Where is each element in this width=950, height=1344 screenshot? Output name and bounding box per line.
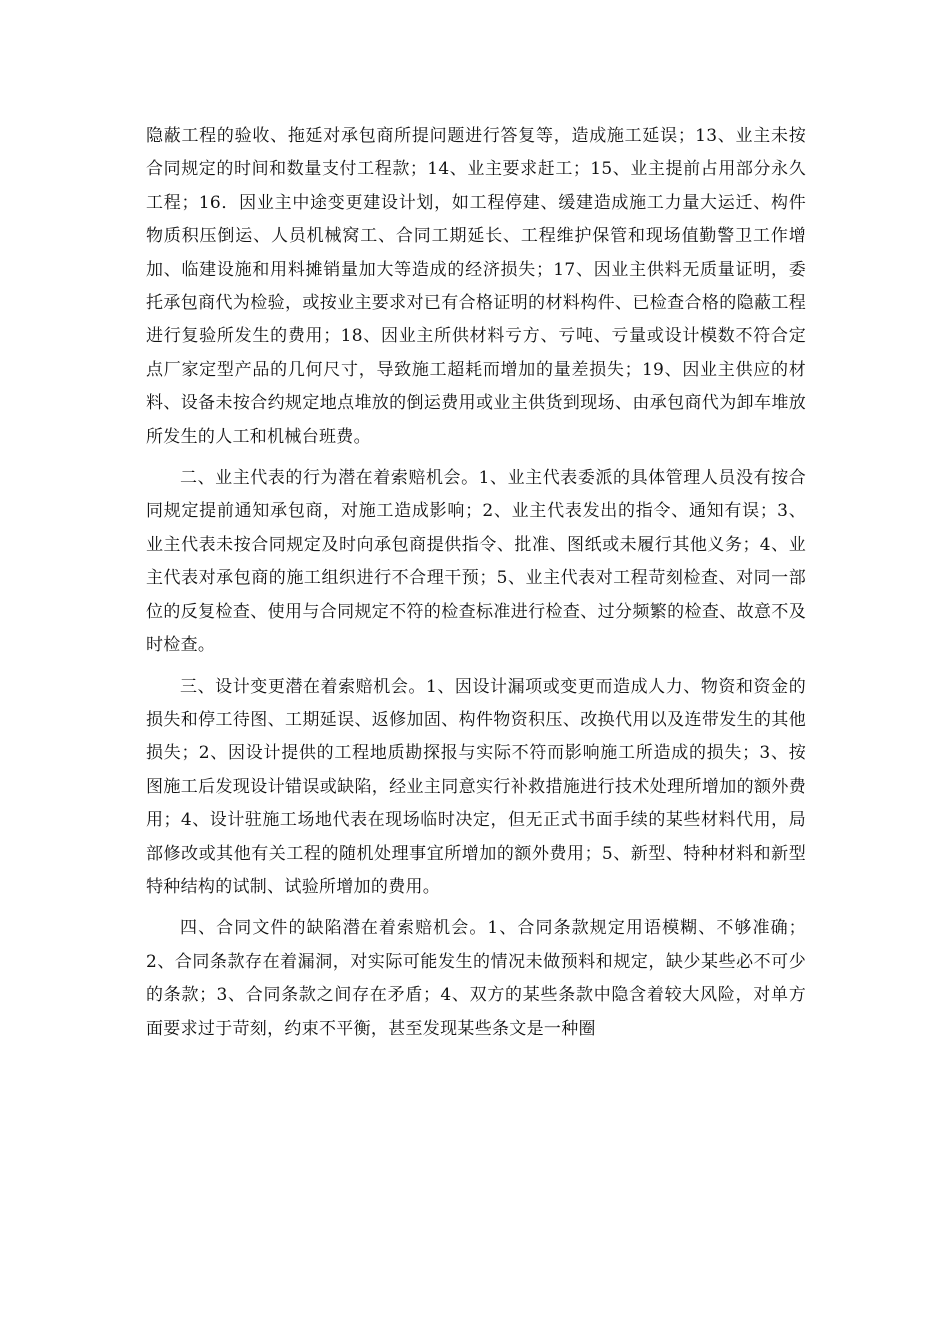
document-body (146, 120, 806, 1054)
paragraph-contract-defects: 四、合同文件的缺陷潜在着索赔机会。1、合同条款规定用语模糊、不够准确；2、合同条款存在着漏洞，对实际可能发生的情况未做预料和规定，缺少某些必不可少的条款；3、合同条款之间存在矛盾；4、双方的某些条款中隐含着较大风险，对单方面要求过于苛刻，约束不平衡，甚至发现某些条文是一种圈 (146, 918, 806, 1039)
paragraph-owner-representative: 二、业主代表的行为潜在着索赔机会。1、业主代表委派的具体管理人员没有按合同规定提前通知承包商，对施工造成影响；2、业主代表发出的指令、通知有误；3、业主代表未按合同规定及时向承包商提供指令、批准、图纸或未履行其他义务；4、业主代表对承包商的施工组织进行不合理干预；5、业主代表对工程苛刻检查、对同一部位的反复检查、使用与合同规定不符的检查标准进行检查、过分频繁的检查、故意不及时检查。 (146, 468, 806, 656)
paragraph-continued-owner-claims: 隐蔽工程的验收、拖延对承包商所提问题进行答复等，造成施工延误；13、业主未按合同规定的时间和数量支付工程款；14、业主要求赶工；15、业主提前占用部分永久工程；16．因业主中途变更建设计划，如工程停建、缓建造成施工力量大运迁、构件物质积压倒运、人员机械窝工、合同工期延长、工程维护保管和现场值勤警卫工作增加、临建设施和用料摊销量加大等造成的经济损失；17、因业主供料无质量证明，委托承包商代为检验，或按业主要求对已有合格证明的材料构件、已检查合格的隐蔽工程进行复验所发生的费用；18、因业主所供材料亏方、亏吨、亏量或设计模数不符合定点厂家定型产品的几何尺寸，导致施工超耗而增加的量差损失；19、因业主供应的材料、设备未按合约规定地点堆放的倒运费用或业主供货到现场、由承包商代为卸车堆放所发生的人工和机械台班费。 (146, 126, 806, 447)
paragraph-design-change: 三、设计变更潜在着索赔机会。1、因设计漏项或变更而造成人力、物资和资金的损失和停工待图、工期延误、返修加固、构件物资积压、改换代用以及连带发生的其他损失；2、因设计提供的工程地质勘探报与实际不符而影响施工所造成的损失；3、按图施工后发现设计错误或缺陷，经业主同意实行补救措施进行技术处理所增加的额外费用；4、设计驻施工场地代表在现场临时决定，但无正式书面手续的某些材料代用，局部修改或其他有关工程的随机处理事宜所增加的额外费用；5、新型、特种材料和新型特种结构的试制、试验所增加的费用。 (146, 676, 806, 897)
